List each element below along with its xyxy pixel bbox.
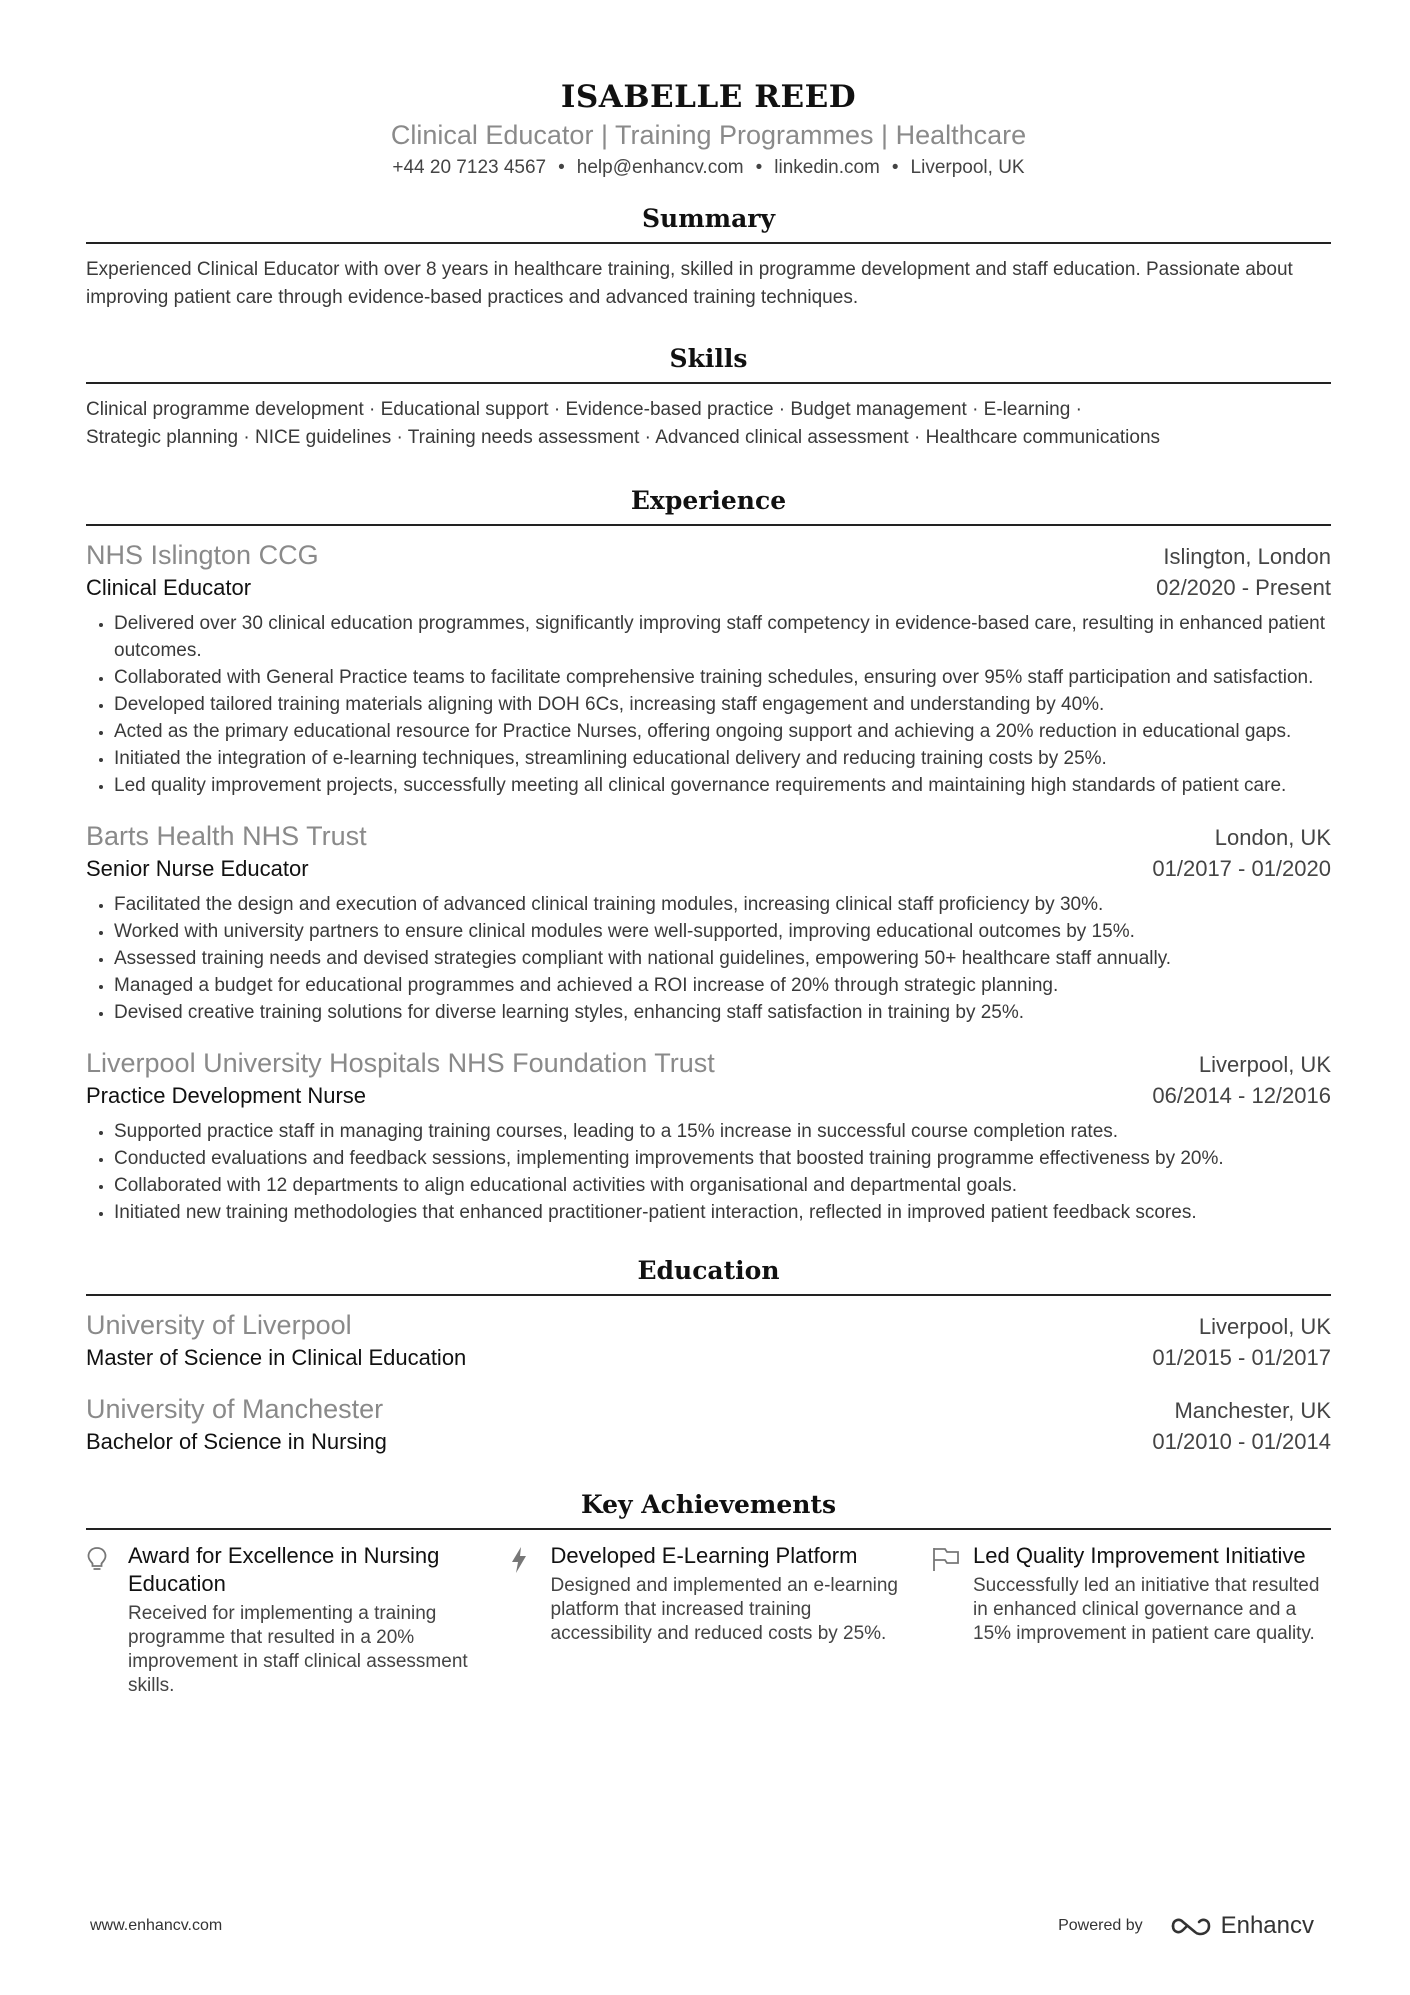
experience-item <box>86 1046 1331 1226</box>
achievement-item <box>931 1542 1331 1698</box>
education-dates: 01/2010 - 01/2014 <box>1152 1429 1331 1454</box>
job-bullet: • Developed tailored training materials aligning with DOH 6Cs, increasing staff engagement and understanding by 40%. <box>114 691 1331 718</box>
separator-dot: • <box>558 157 565 178</box>
contact-location: Liverpool, UK <box>910 157 1025 178</box>
job-dates: 06/2014 - 12/2016 <box>1152 1083 1331 1108</box>
experience-item <box>86 538 1331 799</box>
job-title: Senior Nurse Educator <box>86 856 309 881</box>
school-location: Liverpool, UK <box>1198 1314 1331 1339</box>
experience-item <box>86 819 1331 1026</box>
contact-phone: +44 20 7123 4567 <box>392 157 547 178</box>
job-location: Liverpool, UK <box>1198 1052 1331 1077</box>
job-title: Clinical Educator <box>86 575 252 600</box>
job-bullet: • Initiated new training methodologies that enhanced practitioner-patient interaction, reflected in improved patient feedback scores. <box>114 1199 1331 1226</box>
employer-name: Liverpool University Hospitals NHS Foundation Trust <box>86 1048 715 1078</box>
job-bullet: • Assessed training needs and devised strategies compliant with national guidelines, empowering 50+ healthcare staff annually. <box>114 945 1331 972</box>
skills-line-2: Strategic planning · NICE guidelines · Training needs assessment · Advanced clinical assessment · Healthcare communications <box>86 427 1161 448</box>
education-item <box>86 1308 1331 1374</box>
job-bullet: • Worked with university partners to ensure clinical modules were well-supported, improving educational outcomes by 15%. <box>114 918 1331 945</box>
section-divider <box>86 1528 1331 1530</box>
resume-page <box>86 0 1331 1698</box>
achievement-item <box>86 1542 486 1698</box>
job-bullet: • Delivered over 30 clinical education programmes, significantly improving staff competency in evidence-based care, resulting in enhanced patient outcomes. <box>114 610 1331 664</box>
powered-by-label: Powered by <box>1058 1917 1143 1934</box>
job-location: London, UK <box>1214 825 1331 850</box>
job-bullet: • Devised creative training solutions for diverse learning styles, enhancing staff satisfaction in training by 25%. <box>114 999 1331 1026</box>
job-bullet: • Conducted evaluations and feedback sessions, implementing improvements that boosted training programme effectiveness by 20%. <box>114 1145 1331 1172</box>
skills-section <box>86 342 1331 452</box>
achievements-grid <box>86 1542 1331 1698</box>
education-dates: 01/2015 - 01/2017 <box>1152 1345 1331 1370</box>
separator-dot: • <box>755 157 763 178</box>
achievement-description: Designed and implemented an e-learning platform that increased training accessibility and reduced costs by 25%. <box>550 1575 899 1644</box>
resume-header <box>86 0 1331 181</box>
school-name: University of Liverpool <box>86 1310 352 1340</box>
job-title: Practice Development Nurse <box>86 1083 367 1108</box>
candidate-name: ISABELLE REED <box>560 79 857 115</box>
achievement-title: Award for Excellence in Nursing Education <box>128 1543 440 1596</box>
contact-line <box>86 155 1331 181</box>
enhancv-logo[interactable] <box>1169 1912 1314 1940</box>
section-title-summary: Summary <box>641 204 776 233</box>
experience-section <box>86 484 1331 1226</box>
school-location: Manchester, UK <box>1174 1398 1331 1423</box>
section-title-skills: Skills <box>669 344 748 373</box>
contact-email[interactable]: help@enhancv.com <box>576 157 744 178</box>
job-bullet: • Managed a budget for educational programmes and achieved a ROI increase of 20% through strategic planning. <box>114 972 1331 999</box>
summary-section <box>86 202 1331 312</box>
job-dates: 02/2020 - Present <box>1156 575 1331 600</box>
section-divider <box>86 382 1331 384</box>
job-bullet: • Supported practice staff in managing training courses, leading to a 15% increase in successful course completion rates. <box>114 1118 1331 1145</box>
job-bullets <box>86 610 1331 799</box>
achievement-title: Developed E-Learning Platform <box>550 1543 858 1568</box>
employer-name: NHS Islington CCG <box>86 540 319 570</box>
job-bullet: • Facilitated the design and execution of advanced clinical training modules, increasing clinical staff proficiency by 30%. <box>114 891 1331 918</box>
degree: Master of Science in Clinical Education <box>86 1345 467 1370</box>
job-bullet: • Acted as the primary educational resource for Practice Nurses, offering ongoing support and achieving a 20% reduction in educational gaps. <box>114 718 1331 745</box>
job-bullet: • Collaborated with General Practice teams to facilitate comprehensive training schedules, ensuring over 95% staff participation and satisfaction. <box>114 664 1331 691</box>
achievement-description: Received for implementing a training programme that resulted in a 20% improvement in staff clinical assessment skills. <box>128 1603 468 1696</box>
job-bullet: • Collaborated with 12 departments to align educational activities with organisational and departmental goals. <box>114 1172 1331 1199</box>
job-bullets <box>86 1118 1331 1226</box>
job-location: Islington, London <box>1163 544 1331 569</box>
section-divider <box>86 242 1331 244</box>
employer-name: Barts Health NHS Trust <box>86 821 367 851</box>
page-footer <box>90 1912 1314 1940</box>
section-title-experience: Experience <box>630 486 787 515</box>
skills-line-1: Clinical programme development · Educational support · Evidence-based practice · Budget management · E-learning · <box>86 399 1082 420</box>
section-divider <box>86 524 1331 526</box>
section-divider <box>86 1294 1331 1296</box>
lightbulb-icon <box>86 1542 128 1698</box>
candidate-subtitle: Clinical Educator | Training Programmes | Healthcare <box>390 120 1027 150</box>
separator-dot: • <box>891 157 899 178</box>
lightning-icon <box>509 1542 551 1698</box>
enhancv-logo-text: Enhancv <box>1220 1912 1314 1939</box>
summary-text: Experienced Clinical Educator with over 8 years in healthcare training, skilled in programme development and staff education. Passionate about improving patient care through evidence-based practices and advanced training techniques. <box>86 259 1293 308</box>
footer-branding <box>1058 1912 1314 1940</box>
job-bullet: • Initiated the integration of e-learning techniques, streamlining educational delivery and reducing training costs by 25%. <box>114 745 1331 772</box>
achievement-description: Successfully led an initiative that resulted in enhanced clinical governance and a 15% improvement in patient care quality. <box>973 1575 1320 1644</box>
job-bullet: • Led quality improvement projects, successfully meeting all clinical governance requirements and maintaining high standards of patient care. <box>114 772 1331 799</box>
contact-linkedin[interactable]: linkedin.com <box>774 157 880 178</box>
achievement-item <box>509 1542 909 1698</box>
school-name: University of Manchester <box>86 1394 384 1424</box>
achievements-section <box>86 1488 1331 1698</box>
education-item <box>86 1392 1331 1458</box>
footer-website[interactable]: www.enhancv.com <box>90 1917 223 1934</box>
achievement-title: Led Quality Improvement Initiative <box>973 1543 1306 1568</box>
enhancv-logo-icon <box>1169 1914 1213 1938</box>
job-bullets <box>86 891 1331 1026</box>
job-dates: 01/2017 - 01/2020 <box>1152 856 1331 881</box>
section-title-education: Education <box>637 1256 780 1285</box>
section-title-achievements: Key Achievements <box>580 1490 837 1519</box>
education-section <box>86 1254 1331 1458</box>
flag-icon <box>931 1542 973 1698</box>
degree: Bachelor of Science in Nursing <box>86 1429 387 1454</box>
